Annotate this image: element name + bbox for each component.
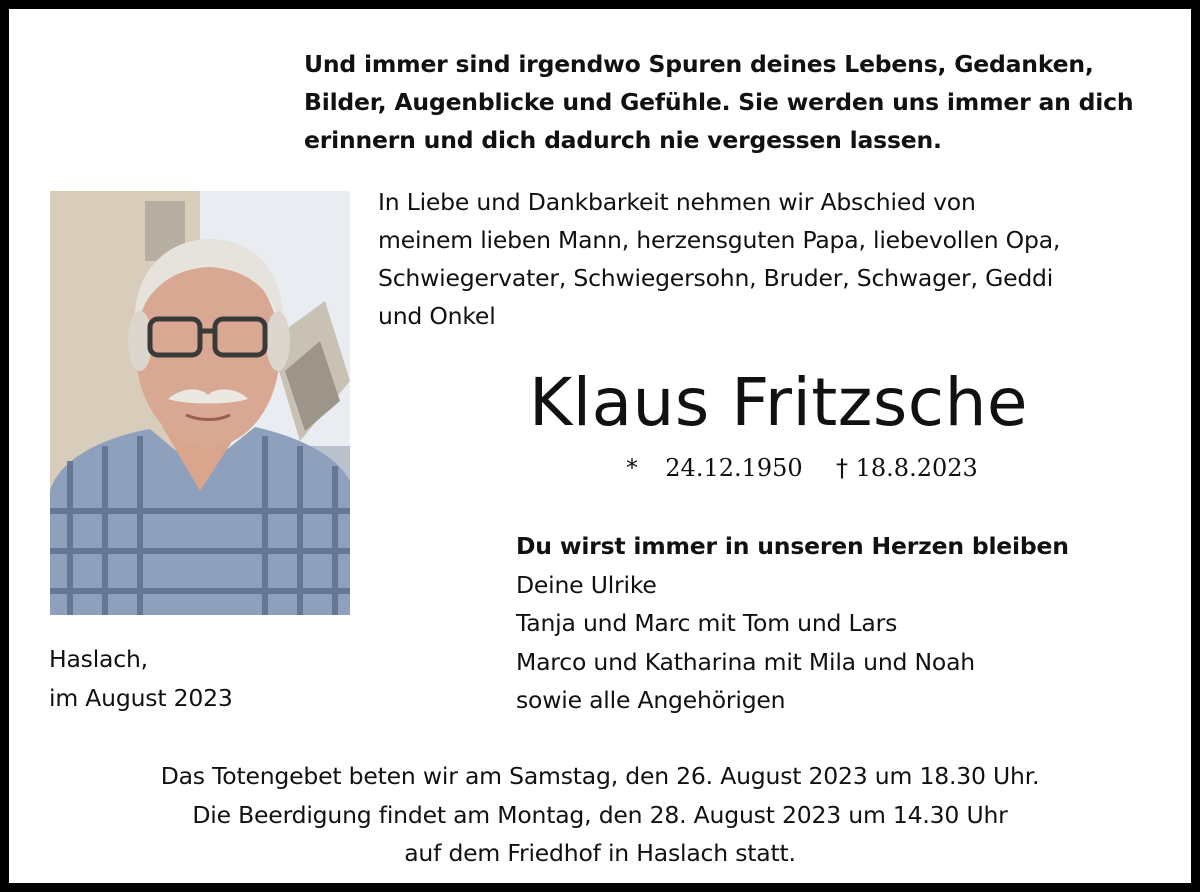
memorial-poem [304,45,1164,159]
death-symbol: † [835,454,848,482]
poem-line: erinnern und dich dadurch nie vergessen lassen. [304,126,942,154]
place-line: Haslach, [49,645,148,673]
intro-line: Schwiegervater, Schwiegersohn, Bruder, Schwager, Geddi [378,264,1054,292]
portrait-photo-icon [50,191,350,615]
signatory: Tanja und Marc mit Tom und Lars [516,609,898,637]
intro-line: In Liebe und Dankbarkeit nehmen wir Abschied von [378,188,976,216]
farewell-intro [378,183,1178,335]
poem-line: Und immer sind irgendwo Spuren deines Lebens, Gedanken, [304,50,1094,78]
birth-date: 24.12.1950 [665,454,803,482]
intro-line: und Onkel [378,302,496,330]
place-and-date [49,640,233,717]
service-details [49,757,1151,873]
signatories-lead: Du wirst immer in unseren Herzen bleiben [516,532,1069,560]
birth-symbol: * [626,454,638,482]
service-line: auf dem Friedhof in Haslach statt. [404,839,796,867]
intro-line: meinem lieben Mann, herzensguten Papa, liebevollen Opa, [378,226,1061,254]
deceased-name: Klaus Fritzsche [529,364,1029,441]
service-line: Das Totengebet beten wir am Samstag, den 26. August 2023 um 18.30 Uhr. [160,762,1040,790]
signatory: sowie alle Angehörigen [516,686,786,714]
service-line: Die Beerdigung findet am Montag, den 28. August 2023 um 14.30 Uhr [192,800,1008,829]
date-line: im August 2023 [49,683,233,712]
signatory: Marco und Katharina mit Mila und Noah [516,647,975,676]
signatories [516,527,1176,720]
signatory: Deine Ulrike [516,570,657,599]
poem-line: Bilder, Augenblicke und Gefühle. Sie werden uns immer an dich [304,88,1134,116]
obituary-notice [9,9,1191,883]
life-dates [626,451,978,485]
death-date: 18.8.2023 [855,454,978,482]
portrait-photo [50,191,350,615]
